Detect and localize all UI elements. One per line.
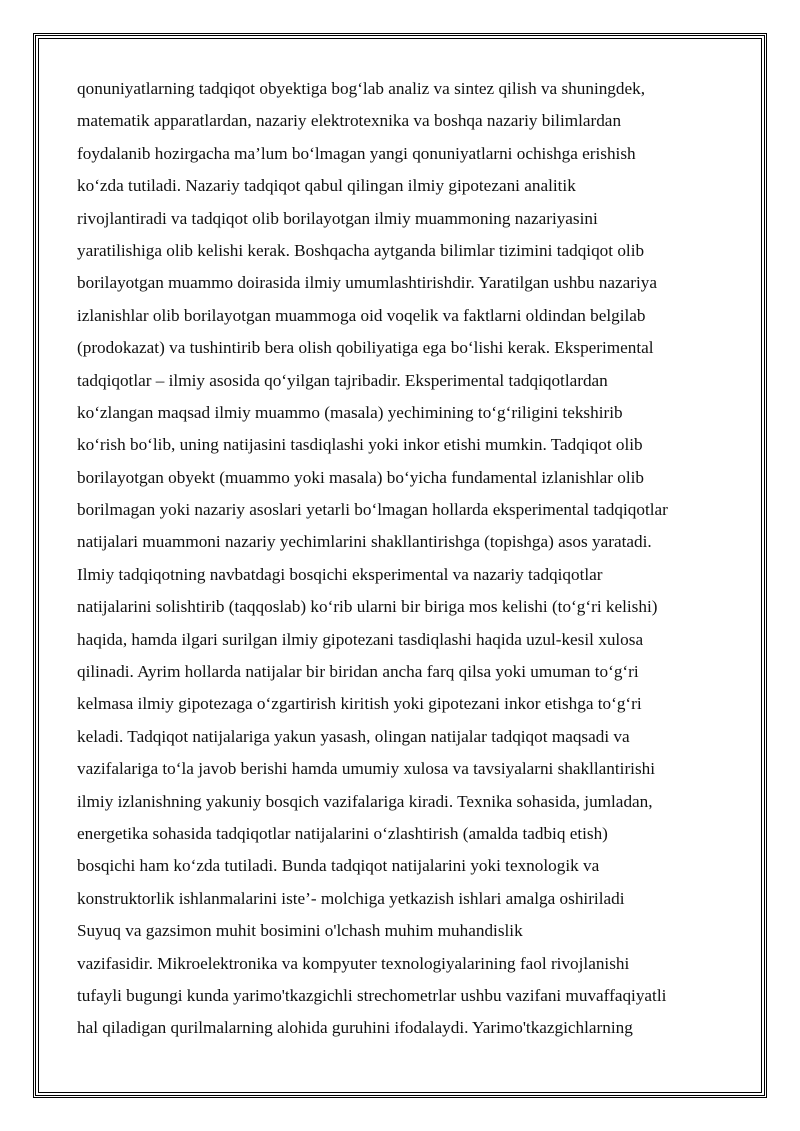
text-line: energetika sohasida tadqiqotlar natijalarini o‘zlashtirish (amalda tadbiq etish) (77, 823, 608, 843)
text-line: qonuniyatlarning tadqiqot obyektiga bog‘lab analiz va sintez qilish va shuningdek, (77, 79, 646, 98)
text-line: (prodokazat) va tushintirib bera olish qobiliyatiga ega bo‘lishi kerak. Eksperimental (77, 338, 654, 358)
text-line: bosqichi ham ko‘zda tutiladi. Bunda tadqiqot natijalarini yoki texnologik va (77, 856, 600, 876)
text-line: borilayotgan muammo doirasida ilmiy umumlashtirishdir. Yaratilgan ushbu nazariya (77, 273, 657, 293)
text-line: ko‘zda tutiladi. Nazariy tadqiqot qabul qilingan ilmiy gipotezani analitik (77, 176, 576, 196)
text-line: natijalarini solishtirib (taqqoslab) ko‘rib ularni bir biriga mos kelishi (to‘g‘ri kelishi) (77, 597, 658, 617)
text-line: hal qiladigan qurilmalarning alohida guruhini ifodalaydi. Yarimo'tkazgichlarning (77, 1018, 633, 1038)
text-line: ilmiy izlanishning yakuniy bosqich vazifalariga kiradi. Texnika sohasida, jumladan, (77, 791, 653, 811)
text-line: foydalanib hozirgacha ma’lum bo‘lmagan yangi qonuniyatlarni ochishga erishish (77, 143, 636, 163)
text-line: konstruktorlik ishlanmalarini iste’- molchiga yetkazish ishlari amalga oshiriladi (77, 888, 625, 908)
text-line: borilayotgan obyekt (muammo yoki masala) bo‘yicha fundamental izlanishlar olib (77, 467, 645, 487)
text-line: kelmasa ilmiy gipotezaga o‘zgartirish kiritish yoki gipotezani inkor etishga to‘g‘ri (77, 694, 642, 714)
text-line: matematik apparatlardan, nazariy elektrotexnika va boshqa nazariy bilimlardan (77, 111, 622, 131)
text-line: vazifalariga to‘la javob berishi hamda umumiy xulosa va tavsiyalarni shakllantirishi (77, 759, 656, 779)
text-line: tufayli bugungi kunda yarimo'tkazgichli strechometrlar ushbu vazifani muvaffaqiyatli (77, 985, 667, 1005)
text-line: keladi. Tadqiqot natijalariga yakun yasash, olingan natijalar tadqiqot maqsadi va (77, 726, 630, 746)
text-line: ko‘zlangan maqsad ilmiy muammo (masala) yechimining to‘g‘riligini tekshirib (77, 402, 623, 422)
text-line: tadqiqotlar – ilmiy asosida qo‘yilgan tajribadir. Eksperimental tadqiqotlardan (77, 370, 608, 390)
body-text (77, 73, 727, 1045)
text-line: Ilmiy tadqiqotning navbatdagi bosqichi eksperimental va nazariy tadqiqotlar (77, 564, 603, 584)
text-line: vazifasidir. Mikroelektronika va kompyuter texnologiyalarining faol rivojlanishi (77, 953, 630, 973)
text-line: qilinadi. Ayrim hollarda natijalar bir biridan ancha farq qilsa yoki umuman to‘g‘ri (77, 662, 639, 682)
text-line: natijalari muammoni nazariy yechimlarini shakllantirishga (topishga) asos yaratadi. (77, 532, 652, 552)
text-line: rivojlantiradi va tadqiqot olib borilayotgan ilmiy muammoning nazariyasini (77, 208, 598, 228)
text-line: haqida, hamda ilgari surilgan ilmiy gipotezani tasdiqlashi haqida uzul-kesil xulosa (77, 629, 644, 649)
text-line: Suyuq va gazsimon muhit bosimini o'lchash muhim muhandislik (77, 921, 523, 941)
text-line: borilmagan yoki nazariy asoslari yetarli bo‘lmagan hollarda eksperimental tadqiqotlar (77, 500, 668, 520)
text-line: izlanishlar olib borilayotgan muammoga oid voqelik va faktlarni oldindan belgilab (77, 305, 646, 325)
text-line: ko‘rish bo‘lib, uning natijasini tasdiqlashi yoki inkor etishi mumkin. Tadqiqot olib (77, 435, 643, 455)
text-line: yaratilishiga olib kelishi kerak. Boshqacha aytganda bilimlar tizimini tadqiqot olib (77, 240, 645, 260)
